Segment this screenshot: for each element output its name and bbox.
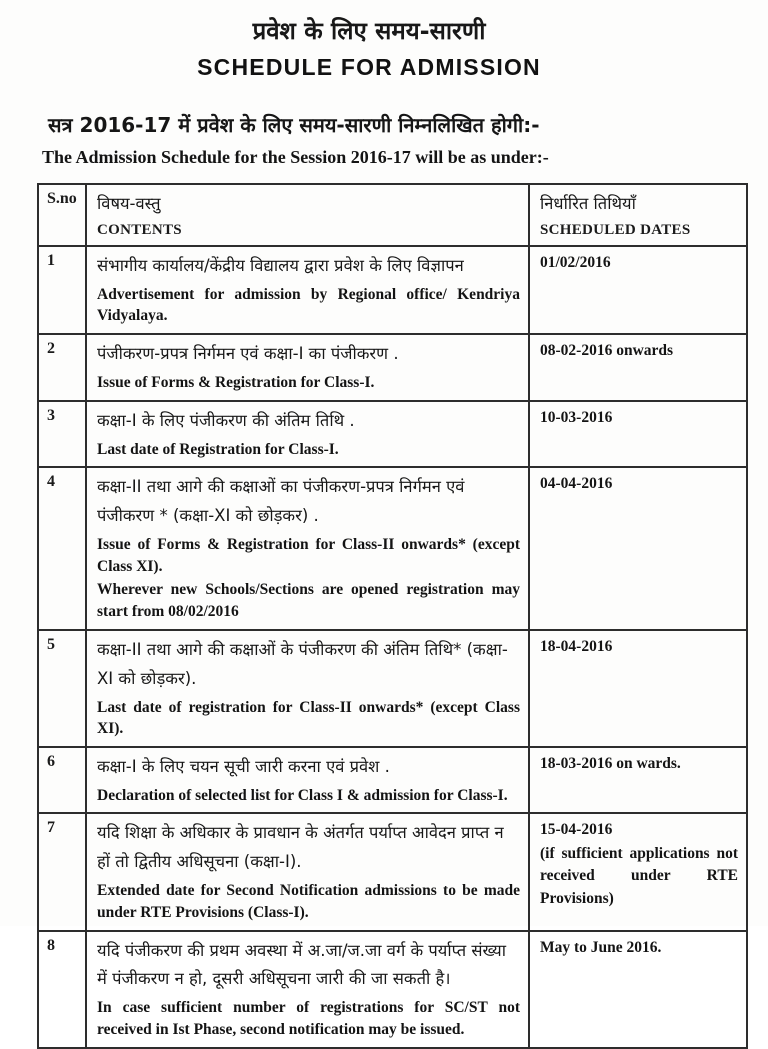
intro-line-hindi: सत्र 2016-17 में प्रवेश के लिए समय-सारणी निम्नलिखित होगी:- [48,113,540,137]
header-contents-hindi: विषय-वस्तु [97,194,161,213]
page-title-hindi: प्रवेश के लिए समय-सारणी [252,17,486,45]
table-row [38,747,747,814]
content-hindi: कक्षा-II तथा आगे की कक्षाओं के पंजीकरण की अंतिम तिथि* (कक्षा-XI को छोड़कर). [97,639,508,688]
row-number: 5 [38,630,86,747]
content-english: Extended date for Second Notification admissions to be made under RTE Provisions (Class-I). [97,882,520,921]
content-hindi: यदि पंजीकरण की प्रथम अवस्था में अ.जा/ज.जा वर्ग के पर्याप्त संख्या में पंजीकरण न हो, दूसरी अधिसूचना जारी की जा सकती है। [97,940,507,989]
row-contents [86,630,529,747]
row-number: 3 [38,401,86,468]
table-row [38,931,747,1048]
table-row [38,813,747,930]
header-dates-hindi: निर्धारित तिथियाँ [540,194,636,213]
content-hindi: कक्षा-II तथा आगे की कक्षाओं का पंजीकरण-प्रपत्र निर्गमन एवं पंजीकरण * (कक्षा-XI को छोड़कर) . [97,477,465,526]
content-english: Issue of Forms & Registration for Class-I. [97,374,375,391]
row-contents [86,334,529,401]
table-row [38,401,747,468]
content-english: In case sufficient number of registrations for SC/ST not received in Ist Phase, second notification may be issued. [97,999,520,1038]
scheduled-date: 01/02/2016 [529,246,747,334]
row-contents [86,467,529,630]
scheduled-date: 18-03-2016 on wards. [529,747,747,814]
page-title-english: SCHEDULE FOR ADMISSION [197,54,541,80]
content-note: Wherever new Schools/Sections are opened registration may start from 08/02/2016 [97,581,520,621]
row-contents [86,246,529,334]
row-number: 2 [38,334,86,401]
scheduled-date: May to June 2016. [529,931,747,1048]
row-contents [86,813,529,930]
content-english: Issue of Forms & Registration for Class-II onwards* (except Class XI). [97,536,520,575]
header-sno: S.no [38,184,86,246]
header-dates [529,184,747,246]
content-hindi: संभागीय कार्यालय/केंद्रीय विद्यालय द्वारा प्रवेश के लिए विज्ञापन [97,255,464,275]
content-english: Last date of Registration for Class-I. [97,440,339,458]
table-row [38,334,747,401]
table-row [38,630,747,747]
row-contents [86,747,529,814]
header-contents-english: CONTENTS [97,221,182,238]
scheduled-date: 08-02-2016 onwards [529,334,747,401]
row-number: 4 [38,467,86,630]
scheduled-date: 18-04-2016 [529,630,747,747]
content-english: Last date of registration for Class-II onwards* (except Class XI). [97,698,520,738]
row-number: 7 [38,813,86,930]
table-row [38,246,747,334]
scheduled-date-value: 15-04-2016 [540,821,613,839]
content-english: Declaration of selected list for Class I & admission for Class-I. [97,786,508,804]
content-hindi: पंजीकरण-प्रपत्र निर्गमन एवं कक्षा-I का पंजीकरण . [97,344,399,364]
content-english: Advertisement for admission by Regional office/ Kendriya Vidyalaya. [97,285,520,325]
row-contents [86,931,529,1048]
table-header-row [38,184,747,246]
admission-schedule-table [37,183,748,1049]
scheduled-date: 10-03-2016 [529,401,747,468]
intro-line-english: The Admission Schedule for the Session 2016-17 will be as under:- [42,147,549,167]
row-number: 6 [38,747,86,814]
content-hindi: यदि शिक्षा के अधिकार के प्रावधान के अंतर्गत पर्याप्त आवेदन प्राप्त न हों तो द्वितीय अधिसूचना (कक्षा-I). [97,823,504,872]
header-contents [86,184,529,246]
scheduled-date-note: (if sufficient applications not received under RTE Provisions) [540,844,738,907]
header-dates-english: SCHEDULED DATES [540,221,691,238]
row-contents [86,401,529,468]
content-hindi: कक्षा-I के लिए चयन सूची जारी करना एवं प्रवेश . [97,756,390,776]
content-hindi: कक्षा-I के लिए पंजीकरण की अंतिम तिथि . [97,410,355,430]
scheduled-date: 04-04-2016 [529,467,747,630]
row-number: 1 [38,246,86,334]
scheduled-date [529,813,747,930]
table-row [38,467,747,630]
row-number: 8 [38,931,86,1048]
